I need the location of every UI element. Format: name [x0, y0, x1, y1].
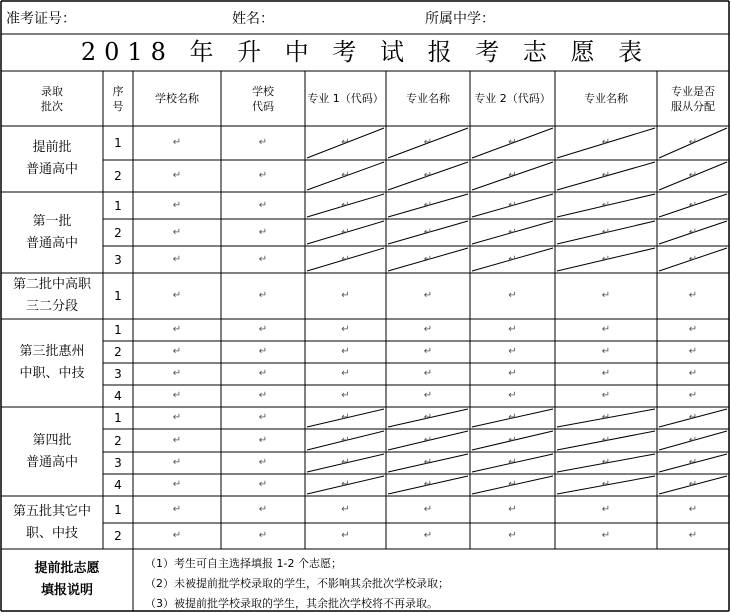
blank-field: ↵ [601, 346, 611, 357]
blank-field: ↵ [341, 390, 350, 401]
blank-field: ↵ [508, 199, 517, 211]
blank-field: ↵ [258, 199, 268, 211]
blank-field: ↵ [258, 503, 268, 515]
batch-label-text: 提前批 普通高中 [25, 140, 78, 177]
blank-field: ↵ [423, 137, 433, 148]
seq-number: 1 [114, 323, 122, 337]
blank-field: ↵ [601, 412, 611, 423]
blank-field: ↵ [258, 290, 268, 301]
blank-field: ↵ [258, 346, 268, 357]
blank-field: ↵ [423, 324, 433, 335]
note-item-2: （2）未被提前批学校录取的学生，不影响其余批次学校录取； [145, 577, 449, 590]
header-seq-text: 序 号 [112, 84, 124, 113]
blank-field: ↵ [172, 503, 182, 515]
blank-field: ↵ [341, 412, 350, 423]
header-major-name2: 专业名称 [584, 92, 628, 105]
blank-field: ↵ [341, 503, 350, 515]
blank-field: ↵ [601, 503, 611, 515]
blank-field: ↵ [258, 390, 268, 401]
blank-field: ↵ [688, 199, 698, 211]
blank-field: ↵ [172, 412, 182, 423]
ticket-number-label: 准考证号： [6, 11, 76, 27]
blank-field: ↵ [601, 199, 611, 211]
blank-field: ↵ [258, 434, 268, 446]
seq-number: 3 [114, 367, 122, 381]
blank-field: ↵ [423, 479, 433, 490]
blank-field: ↵ [508, 226, 517, 238]
blank-field: ↵ [341, 368, 350, 379]
blank-field: ↵ [688, 434, 698, 446]
blank-field: ↵ [601, 290, 611, 301]
blank-field: ↵ [341, 253, 350, 265]
blank-field: ↵ [423, 170, 433, 181]
blank-field: ↵ [258, 324, 268, 335]
blank-field: ↵ [688, 226, 698, 238]
blank-field: ↵ [172, 368, 182, 379]
blank-field: ↵ [341, 434, 350, 446]
blank-field: ↵ [258, 412, 268, 423]
blank-field: ↵ [341, 170, 350, 181]
blank-field: ↵ [508, 457, 517, 468]
batch-label-text: 第一批 普通高中 [25, 213, 78, 251]
blank-field: ↵ [423, 368, 433, 379]
blank-field: ↵ [601, 390, 611, 401]
blank-field: ↵ [172, 137, 182, 148]
batch-label [1, 273, 103, 319]
seq-number: 4 [114, 478, 122, 492]
blank-field: ↵ [601, 434, 611, 446]
blank-field: ↵ [258, 253, 268, 265]
blank-field: ↵ [423, 346, 433, 357]
blank-field: ↵ [172, 390, 182, 401]
blank-field: ↵ [341, 346, 350, 357]
batch-label-text: 第四批 普通高中 [25, 432, 78, 470]
blank-field: ↵ [423, 226, 433, 238]
blank-field: ↵ [508, 479, 517, 490]
blank-field: ↵ [601, 324, 611, 335]
seq-number: 2 [114, 169, 122, 183]
blank-field: ↵ [688, 290, 698, 301]
blank-field: ↵ [172, 170, 182, 181]
blank-field: ↵ [688, 368, 698, 379]
seq-number: 1 [114, 502, 122, 517]
header-school-code [221, 71, 305, 126]
blank-field: ↵ [423, 199, 433, 211]
header-school-name: 学校名称 [155, 92, 199, 105]
blank-field: ↵ [258, 170, 268, 181]
seq-number: 1 [114, 136, 122, 150]
blank-field: ↵ [172, 290, 182, 301]
school-label: 所属中学： [425, 11, 495, 27]
blank-field: ↵ [688, 503, 698, 515]
header-major1: 专业 1（代码） [307, 92, 384, 105]
blank-field: ↵ [172, 479, 182, 490]
blank-field: ↵ [258, 530, 268, 541]
blank-field: ↵ [423, 434, 433, 446]
seq-number: 2 [114, 433, 122, 448]
blank-field: ↵ [601, 137, 611, 148]
blank-field: ↵ [688, 170, 698, 181]
batch-label [1, 192, 103, 273]
blank-field: ↵ [508, 368, 517, 379]
blank-field: ↵ [508, 137, 517, 148]
batch-label-text: 第二批中高职 三二分段 [12, 277, 91, 314]
blank-field: ↵ [688, 253, 698, 265]
blank-field: ↵ [688, 479, 698, 490]
blank-field: ↵ [508, 412, 517, 423]
blank-field: ↵ [258, 368, 268, 379]
blank-field: ↵ [172, 434, 182, 446]
header-major2: 专业 2（代码） [474, 92, 551, 105]
batch-label [1, 126, 103, 192]
batch-label-text: 第三批惠州 中职、中技 [19, 344, 85, 381]
header-seq [103, 71, 133, 126]
blank-field: ↵ [601, 368, 611, 379]
blank-field: ↵ [172, 199, 182, 211]
seq-number: 2 [114, 529, 122, 543]
blank-field: ↵ [601, 226, 611, 238]
blank-field: ↵ [341, 199, 350, 211]
blank-field: ↵ [601, 479, 611, 490]
blank-field: ↵ [172, 457, 182, 468]
blank-field: ↵ [423, 503, 433, 515]
blank-field: ↵ [508, 503, 517, 515]
blank-field: ↵ [688, 457, 698, 468]
blank-field: ↵ [341, 530, 350, 541]
note-item-1: （1）考生可自主选择填报 1-2 个志愿； [145, 557, 342, 570]
blank-field: ↵ [601, 530, 611, 541]
blank-field: ↵ [341, 457, 350, 468]
blank-field: ↵ [172, 530, 182, 541]
blank-field: ↵ [341, 137, 350, 148]
seq-number: 1 [114, 411, 122, 425]
blank-field: ↵ [601, 170, 611, 181]
blank-field: ↵ [423, 390, 433, 401]
blank-field: ↵ [508, 170, 517, 181]
student-name-label: 姓名： [232, 11, 274, 27]
blank-field: ↵ [258, 479, 268, 490]
header-batch-text: 录取 批次 [41, 84, 63, 113]
header-obey-assignment [657, 71, 729, 126]
notes-heading: 提前批志愿 填报说明 [34, 561, 100, 598]
blank-field: ↵ [172, 226, 182, 238]
blank-field: ↵ [258, 226, 268, 238]
blank-field: ↵ [688, 530, 698, 541]
blank-field: ↵ [341, 324, 350, 335]
seq-number: 3 [114, 456, 122, 470]
blank-field: ↵ [341, 290, 350, 301]
blank-field: ↵ [508, 324, 517, 335]
seq-number: 3 [114, 252, 122, 267]
blank-field: ↵ [508, 253, 517, 265]
blank-field: ↵ [423, 530, 433, 541]
batch-label-text: 第五批其它中 职、中技 [12, 503, 91, 541]
blank-field: ↵ [688, 412, 698, 423]
blank-field: ↵ [423, 253, 433, 265]
blank-field: ↵ [341, 226, 350, 238]
batch-label [1, 319, 103, 407]
form-title: 2018 年 升 中 考 试 报 考 志 愿 表 [80, 38, 651, 66]
blank-field: ↵ [423, 290, 433, 301]
blank-field: ↵ [508, 346, 517, 357]
seq-number: 1 [114, 289, 122, 303]
header-major-name1: 专业名称 [406, 92, 450, 105]
header-school-code-text: 学校 代码 [252, 84, 274, 113]
blank-field: ↵ [508, 434, 517, 446]
blank-field: ↵ [258, 137, 268, 148]
blank-field: ↵ [172, 346, 182, 357]
blank-field: ↵ [601, 457, 611, 468]
blank-field: ↵ [341, 479, 350, 490]
seq-number: 2 [114, 225, 122, 240]
blank-field: ↵ [423, 457, 433, 468]
batch-label [1, 407, 103, 496]
blank-field: ↵ [423, 412, 433, 423]
header-batch [1, 71, 103, 126]
seq-number: 1 [114, 198, 122, 213]
blank-field: ↵ [601, 253, 611, 265]
seq-number: 2 [114, 345, 122, 359]
blank-field: ↵ [172, 324, 182, 335]
header-obey-text: 专业是否 服从分配 [671, 84, 715, 113]
blank-field: ↵ [172, 253, 182, 265]
seq-number: 4 [114, 389, 122, 403]
blank-field: ↵ [688, 137, 698, 148]
blank-field: ↵ [688, 324, 698, 335]
note-item-3: （3）被提前批学校录取的学生，其余批次学校将不再录取。 [145, 597, 438, 610]
blank-field: ↵ [688, 390, 698, 401]
blank-field: ↵ [688, 346, 698, 357]
batch-label [1, 496, 103, 549]
blank-field: ↵ [508, 390, 517, 401]
blank-field: ↵ [508, 290, 517, 301]
blank-field: ↵ [508, 530, 517, 541]
blank-field: ↵ [258, 457, 268, 468]
